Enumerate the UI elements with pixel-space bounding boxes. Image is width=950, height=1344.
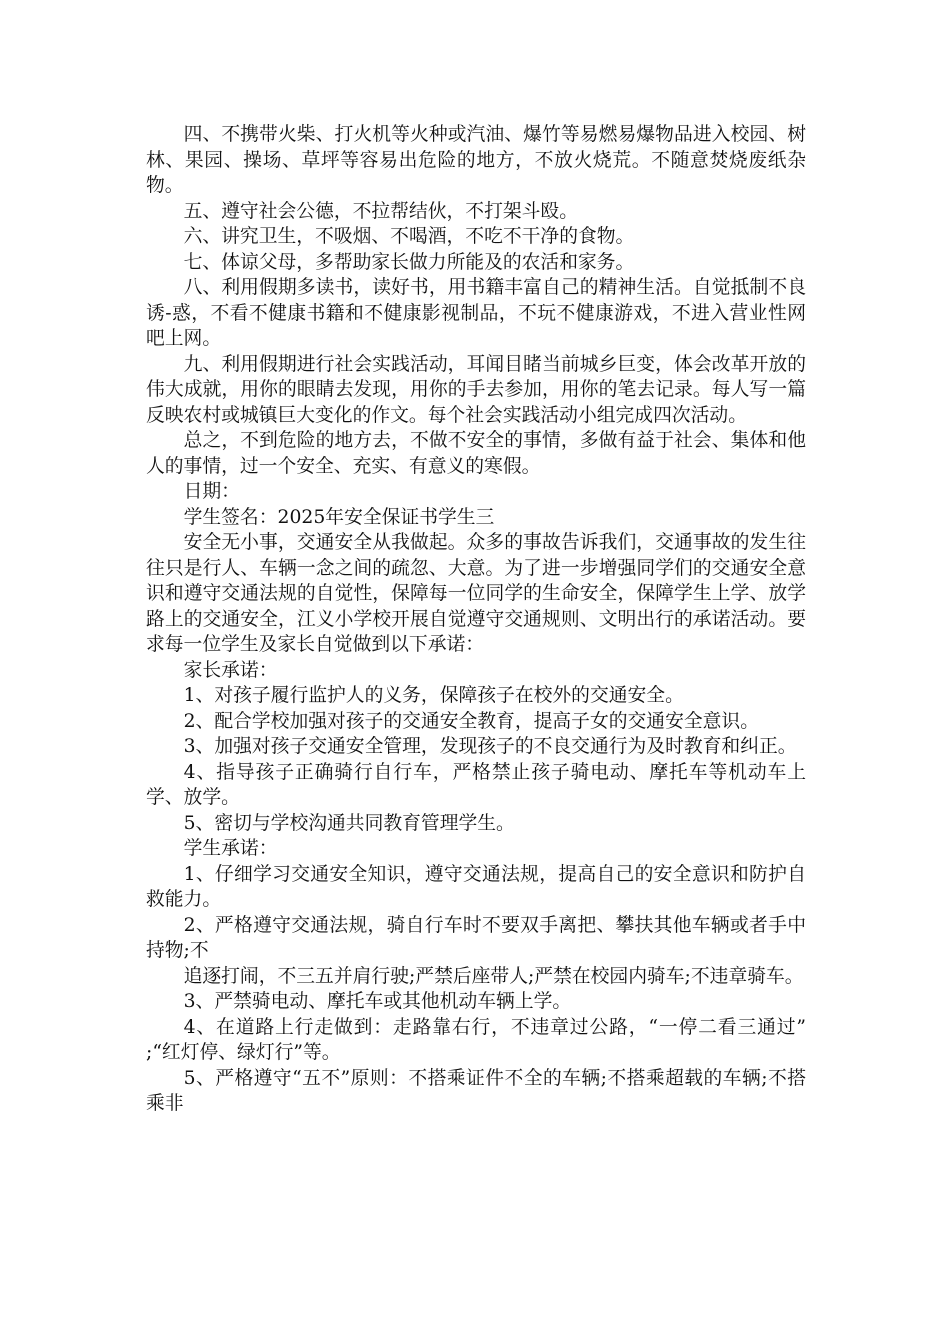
paragraph-rule-5: 五、遵守社会公德，不拉帮结伙，不打架斗殴。: [183, 200, 578, 222]
paragraph-summary: 总之，不到危险的地方去，不做不安全的事情，多做有益于社会、集体和他人的事情，过一个安全、充实、有意义的寒假。: [146, 430, 806, 477]
paragraph-rule-4: 四、不携带火柴、打火机等火种或汽油、爆竹等易燃易爆物品进入校园、树林、果园、操场、草坪等容易出危险的地方，不放火烧荒。不随意焚烧废纸杂物。: [146, 124, 806, 196]
parent-pledge-item: 3、加强对孩子交通安全管理，发现孩子的不良交通行为及时教育和纠正。: [183, 736, 797, 757]
paragraph-rule-8: 八、利用假期多读书，读好书，用书籍丰富自己的精神生活。自觉抵制不良诱-惑，不看不健康书籍和不健康影视制品，不玩不健康游戏，不进入营业性网吧上网。: [146, 277, 806, 349]
student-pledge-item: 1、仔细学习交通安全知识，遵守交通法规，提高自己的安全意识和防护自救能力。: [146, 863, 806, 910]
parent-pledge-item: 1、对孩子履行监护人的义务，保障孩子在校外的交通安全。: [183, 685, 684, 706]
student-pledge-item: 2、严格遵守交通法规，骑自行车时不要双手离把、攀扶其他车辆或者手中持物;不: [146, 914, 806, 961]
paragraph-traffic-intro: 安全无小事，交通安全从我做起。众多的事故告诉我们，交通事故的发生往往只是行人、车辆一念之间的疏忽、大意。为了进一步增强同学们的交通安全意识和遵守交通法规的自觉性，保障每一位同学的生命安全，保障学生上学、放学路上的交通安全，江义小学校开展自觉遵守交通规则、文明出行的承诺活动。要求每一位学生及家长自觉做到以下承诺：: [146, 532, 806, 655]
heading-parent-pledge: 家长承诺：: [183, 659, 278, 681]
parent-pledge-item: 4、指导孩子正确骑行自行车，严格禁止孩子骑电动、摩托车等机动车上学、放学。: [146, 761, 806, 808]
paragraph-rule-9: 九、利用假期进行社会实践活动，耳闻目睹当前城乡巨变，体会改革开放的伟大成就，用你的眼睛去发现，用你的手去参加，用你的笔去记录。每人写一篇反映农村或城镇巨大变化的作文。每个社会实践活动小组完成四次活动。: [146, 353, 806, 426]
heading-student-pledge: 学生承诺：: [183, 838, 278, 859]
student-pledge-item-continued: 追逐打闹，不三五并肩行驶;严禁后座带人;严禁在校园内骑车;不违章骑车。: [183, 965, 804, 987]
date-line: 日期：: [183, 481, 240, 502]
student-pledge-item: 5、严格遵守“五不”原则：不搭乘证件不全的车辆;不搭乘超载的车辆;不搭乘非: [146, 1067, 806, 1114]
parent-pledge-item: 5、密切与学校沟通共同教育管理学生。: [183, 812, 515, 834]
paragraph-rule-7: 七、体谅父母，多帮助家长做力所能及的农活和家务。: [183, 251, 635, 273]
paragraph-rule-6: 六、讲究卫生，不吸烟、不喝酒，不吃不干净的食物。: [183, 226, 635, 247]
document-body: [146, 122, 806, 1117]
signature-line: 学生签名：2025年安全保证书学生三: [183, 506, 495, 528]
student-pledge-item: 4、在道路上行走做到：走路靠右行，不违章过公路，“一停二看三通过” ;“红灯停、绿灯行”等。: [146, 1016, 806, 1063]
parent-pledge-item: 2、配合学校加强对孩子的交通安全教育，提高子女的交通安全意识。: [183, 710, 759, 732]
student-pledge-item: 3、严禁骑电动、摩托车或其他机动车辆上学。: [183, 991, 572, 1012]
